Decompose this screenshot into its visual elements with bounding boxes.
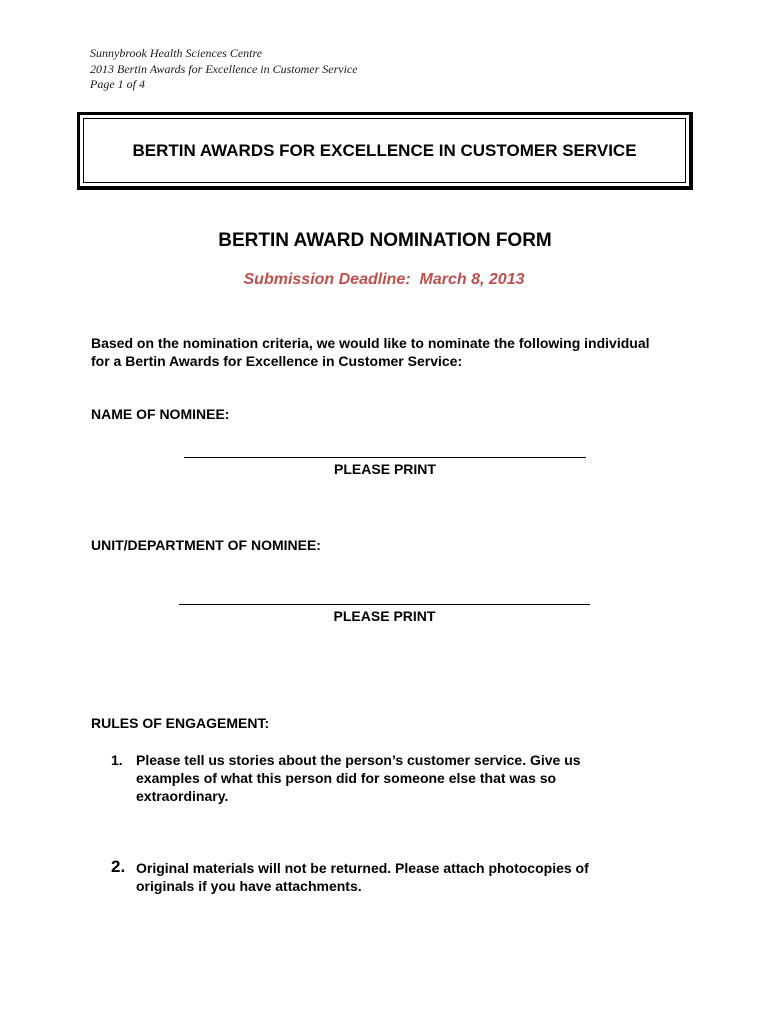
rule-text: Please tell us stories about the person’s customer service. Give us examples of what this person did for someone else that was so extraordinary. [136,752,581,804]
rule-number: 2. [111,857,126,876]
intro-paragraph: Based on the nomination criteria, we would like to nominate the following individual for a Bertin Awards for Excellence in Customer Service: [91,335,650,369]
rule-number: 1. [111,752,123,768]
title-banner-inner [83,118,686,183]
page-header [90,46,358,93]
nominee-name-label: NAME OF NOMINEE: [91,406,230,422]
rule-item [91,751,651,805]
nominee-unit-field[interactable] [179,604,590,624]
form-title: BERTIN AWARD NOMINATION FORM [218,230,552,251]
nominee-unit-label: UNIT/DEPARTMENT OF NOMINEE: [91,537,321,553]
rule-item [91,859,651,895]
nominee-unit-line[interactable] [179,604,590,605]
nominee-name-field[interactable] [184,457,586,477]
header-page-number: Page 1 of 4 [90,77,145,91]
nominee-name-caption: PLEASE PRINT [334,461,436,477]
nominee-name-line[interactable] [184,457,586,458]
rules-heading: RULES OF ENGAGEMENT: [91,715,270,731]
rule-text: Original materials will not be returned. Please attach photocopies of originals if you have attachments. [136,860,589,894]
header-document-title: 2013 Bertin Awards for Excellence in Customer Service [90,61,358,76]
title-banner [77,112,693,190]
banner-title: BERTIN AWARDS FOR EXCELLENCE IN CUSTOMER SERVICE [132,140,637,160]
header-organization: Sunnybrook Health Sciences Centre [90,46,263,60]
nominee-unit-caption: PLEASE PRINT [333,608,436,624]
submission-deadline: Submission Deadline: March 8, 2013 [243,271,525,288]
